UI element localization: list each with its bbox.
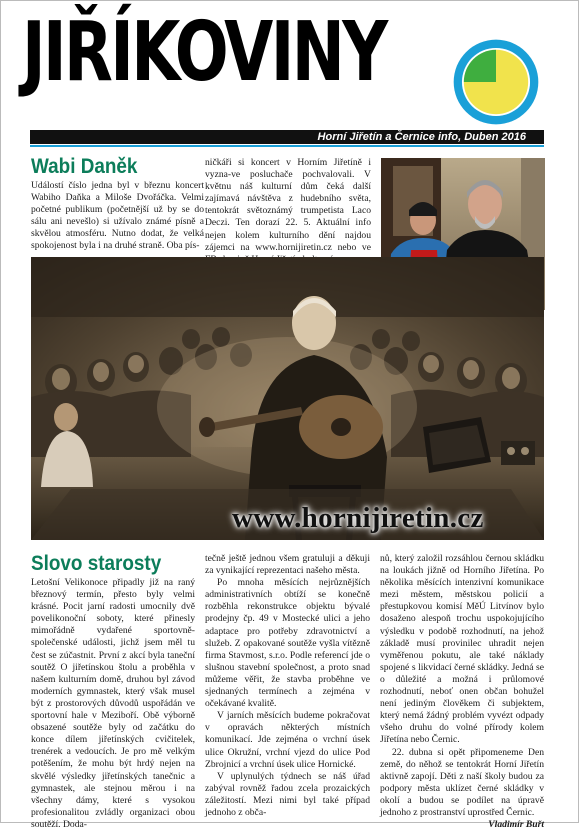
article2-col3-para1: nů, který založil rozsáhlou černou skládku na loukách jižně od Horního Jiřetína. Po několika měsících intenzivní komunikace mezi městem, městskou policií a přestupkovou komisí MěÚ Litvínov bylo dosaženo alespoň trochu uspokojujícího výsledku v podobě rozhodnutí, na jehož základě musí provinilec uhradit nejen vyměřenou pokutu, ale také náklady spojené s likvidací černé skládky. Jedná se o důležité a možná i průlomové rozhodnutí, neboť onen občan bohužel není jediným člověkem či subjektem, který nemá žádný problém vyvézt odpady všeho druhu do volné přírody kolem Jiřetína nebo Černic. bbox=[380, 553, 544, 746]
article2-col1-text: Letošní Velikonoce připadly již na raný březnový termín, přesto byly velmi krásné. Pocit jarní radosti umocnily dvě povelikonoční soboty, které přinesly mimořádně vydařené sportovně-společenské události, jichž jsem měl tu čest se zúčastnit. První z akcí byla taneční soutěž O jiřetínskou štolu a proběhla v našem kulturním domě, druhou byl závod moderních gymnastek, který však musel být z prostorových důvodů uspořádán ve sportovní hale v Meziboří. Obě výborně obsazené soutěže byly od začátku do konce dílem jiřetínských cvičitelek, trenérek a vedoucích. Je pro mě velkým potěšením, že mohu být hrdý nejen na skvělé výsledky jiřetínských tanečnic a gymnastek, ale stejnou měrou i na všechny dámy, které s vysokou profesionalitou zvládly organizaci obou soutěží. Doda- bbox=[31, 577, 195, 830]
article-title-slovo-starosty: Slovo starosty bbox=[31, 552, 162, 575]
article-title-wabi: Wabi Daněk bbox=[31, 155, 138, 178]
article1-column-1 bbox=[31, 180, 204, 253]
article2-col3-para2 bbox=[380, 746, 544, 831]
concert-photo-drawing bbox=[31, 257, 544, 540]
article2-column-3 bbox=[380, 553, 544, 831]
article2-col2-para1: tečně ještě jednou všem gratuluji a děkuji za vynikající reprezentaci našeho města. bbox=[205, 553, 370, 577]
article1-col2-text: ničkáři si koncert v Horním Jiřetíně i vyzna-ve posluchače pochvalovali. V květnu náš kulturní dům čeká další zajímavá návštěva z hudebního světa, tentokrát světoznámý trumpetista Laco Deczi. Ten dorazí 22. 5. Aktuální info nejen kolem kulturního dění najdou zájemci na www.hornijiretin.cz nebo ve bbox=[205, 157, 371, 253]
article2-col3-para2-text: 22. dubna si opět připomeneme Den země, do něhož se tentokrát Horní Jiřetín aktivně zapojí. Děti z naší školy budou za podpory města uklízet černé skládky v okolí a budou se podílet na úpravě jednoho z prostranství uprostřed Černic. bbox=[380, 746, 544, 818]
logo-icon bbox=[450, 36, 542, 128]
article2-column-1 bbox=[31, 577, 195, 831]
article1-column-2 bbox=[205, 157, 371, 266]
header-rule bbox=[30, 145, 544, 147]
article2-col2-para3: V jarních měsících budeme pokračovat v opravách některých místních komunikací. Jde zejména o vrchní úsek ulice Okružní, vrchní vjezd do ulice Pod Zbrojnicí a vrchní úsek ulice Hornické. bbox=[205, 710, 370, 770]
photo-caption-url: www.hornijiretin.cz bbox=[232, 502, 484, 534]
article2-col2-para4: V uplynulých týdnech se náš úřad zabýval rovněž řadou zcela prozaických záležitostí. Mezi nimi byl také případ jednoho z obča- bbox=[205, 770, 370, 818]
masthead-subtitle-bar: Horní Jiřetín a Černice info, Duben 2016 bbox=[30, 130, 544, 144]
article2-column-2 bbox=[205, 553, 370, 819]
author-signature: Vladimír Buřt bbox=[488, 819, 544, 831]
article2-col2-para2: Po mnoha měsících nejrůznějších administrativních obtíží se konečně rozběhla rekonstrukce objektu bývalé prodejny čp. 49 v Mostecké ulici a jeho adaptace pro potřeby zdravotnictví a služeb. Z opakované soutěže vyšla vítězně firma Stavmost, s.r.o. Podle referencí jde o slušnou stavební společnost, a proto snad můžeme věřit, že stavba proběhne ve sjednaných termínech a zejména v očekávané kvalitě. bbox=[205, 577, 370, 710]
photo-concert bbox=[31, 257, 544, 540]
masthead-title: JIŘÍKOVINY bbox=[22, 5, 386, 100]
article1-col1-text: Událostí číslo jedna byl v březnu koncert Wabiho Daňka a Miloše Dvořáčka. Velmi početné publikum (početnější už by se do sálu ani nevešlo) si užívalo známé písně a skvělou atmosféru. Nutno dodat, že velká spokojenost byla i na druhé straně. Oba pís- bbox=[31, 180, 204, 252]
